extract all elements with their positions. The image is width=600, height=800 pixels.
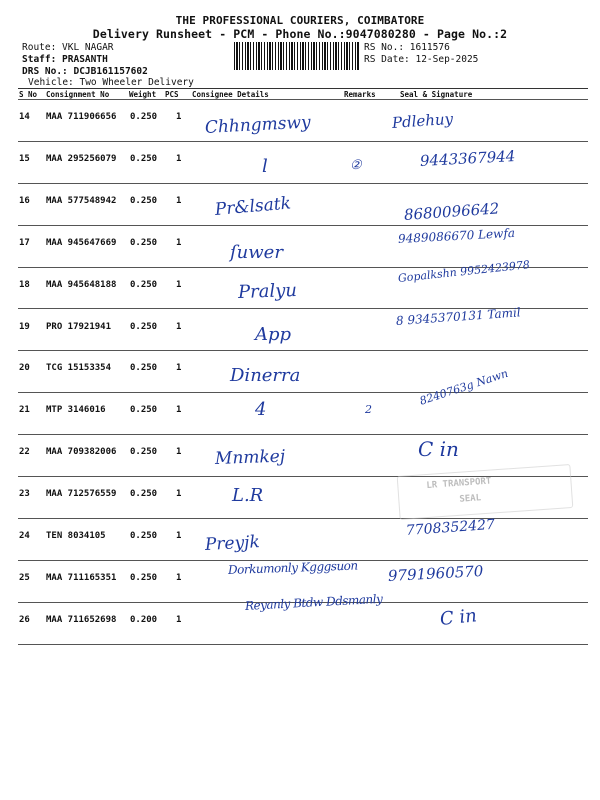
header-top-rule [18, 88, 588, 89]
signature-handwriting: 8240763g Nawn [417, 367, 510, 408]
consignment-cell: MAA 577548942 [46, 195, 117, 206]
signature-handwriting: Gopalkshn 9952423978 [397, 257, 531, 285]
consignment-cell: MAA 711906656 [46, 112, 117, 122]
table-row [18, 257, 588, 310]
weight-cell: 0.250 [130, 112, 158, 122]
pcs-cell: 1 [176, 447, 182, 458]
pcs-cell: 1 [176, 531, 182, 541]
row-divider [18, 644, 588, 645]
consignee-handwriting: Chhngmswy [204, 112, 312, 138]
staff-label: Staff: PRASANTH [22, 54, 108, 65]
weight-cell: 0.250 [130, 572, 158, 583]
consignee-handwriting: Reyanly Btdw Ddsmanly [244, 591, 383, 613]
consignment-cell: MTP 3146016 [46, 405, 106, 416]
table-row [18, 142, 588, 184]
sno-cell: 22 [19, 447, 30, 458]
pcs-cell: 1 [176, 321, 182, 332]
consignment-cell: MAA 711652698 [46, 614, 117, 625]
col-weight-header: Weight [129, 90, 157, 99]
col-sno-header: S No [19, 90, 38, 99]
consignee-handwriting: Preyjk [204, 532, 261, 555]
table-row [18, 100, 588, 142]
pcs-cell: 1 [176, 279, 182, 290]
sno-cell: 20 [19, 363, 30, 374]
sno-cell: 25 [19, 572, 30, 583]
weight-cell: 0.250 [130, 321, 158, 332]
weight-cell: 0.250 [130, 363, 158, 374]
remarks-handwriting: 2 [365, 403, 372, 417]
signature-handwriting: 8 9345370131 Tamil [395, 304, 522, 328]
sno-cell: 17 [19, 237, 30, 248]
table-row [18, 184, 588, 226]
remarks-handwriting: ② [350, 157, 362, 173]
col-consignment-header: Consignment No [46, 90, 110, 99]
signature-handwriting: Pdlehuy [391, 109, 454, 132]
table-row [18, 516, 588, 561]
consignee-handwriting: ſuwer [230, 241, 283, 263]
consignment-cell: MAA 295256079 [46, 153, 117, 164]
signature-handwriting: 9489086670 Lewfa [397, 225, 516, 246]
table-row [18, 304, 588, 352]
consignee-handwriting: App [255, 323, 292, 345]
pcs-cell: 1 [176, 405, 182, 416]
consignment-cell: TEN 8034105 [46, 531, 106, 541]
pcs-cell: 1 [176, 237, 182, 248]
consignee-handwriting: l [262, 155, 268, 177]
runsheet-subtitle: Delivery Runsheet - PCM - Phone No.:9047080280 - Page No.:2 [92, 27, 508, 41]
sno-cell: 26 [19, 614, 30, 625]
sno-cell: 18 [19, 279, 30, 290]
barcode-image [234, 42, 360, 70]
sno-cell: 16 [19, 195, 30, 206]
pcs-cell: 1 [176, 489, 182, 500]
consignment-cell: MAA 711165351 [46, 572, 117, 583]
route-label: Route: VKL NAGAR [22, 42, 114, 53]
consignment-cell: MAA 709382006 [46, 447, 117, 458]
weight-cell: 0.250 [130, 279, 158, 290]
consignment-cell: MAA 712576559 [46, 489, 117, 500]
pcs-cell: 1 [176, 363, 182, 374]
sno-cell: 21 [19, 405, 30, 416]
col-consignee-header: Consignee Details [192, 90, 269, 99]
sno-cell: 14 [19, 112, 30, 122]
weight-cell: 0.250 [130, 153, 158, 164]
weight-cell: 0.200 [130, 614, 158, 625]
rs-number: RS No.: 1611576 [364, 42, 450, 53]
table-row [18, 591, 588, 645]
sno-cell: 23 [19, 489, 30, 500]
pcs-cell: 1 [176, 614, 182, 625]
consignee-handwriting: 4 [255, 399, 267, 421]
consignee-handwriting: Dorkumonly Kgggsuon [227, 558, 358, 577]
pcs-cell: 1 [176, 195, 182, 206]
weight-cell: 0.250 [130, 489, 158, 500]
col-pcs-header: PCS [165, 90, 179, 99]
drs-label: DRS No.: DCJB161157602 [22, 66, 148, 77]
signature-handwriting: 7708352427 [405, 516, 496, 539]
weight-cell: 0.250 [130, 195, 158, 206]
weight-cell: 0.250 [130, 447, 158, 458]
signature-handwriting: C in [418, 437, 459, 462]
faded-stamp: LR TRANSPORT SEAL [397, 464, 574, 520]
col-remarks-header: Remarks [344, 90, 376, 99]
signature-handwriting: 9443367944 [419, 146, 516, 170]
sno-cell: 24 [19, 531, 30, 541]
consignment-cell: TCG 15153354 [46, 363, 112, 374]
signature-handwriting: C in [438, 605, 478, 630]
consignee-handwriting: Dinerra [230, 365, 301, 387]
consignee-handwriting: Pralyu [237, 279, 298, 303]
company-title: THE PROFESSIONAL COURIERS, COIMBATORE [175, 14, 425, 27]
weight-cell: 0.250 [130, 405, 158, 416]
signature-handwriting: 9791960570 [387, 561, 484, 585]
consignee-handwriting: L.R [232, 485, 264, 507]
consignment-cell: PRO 17921941 [46, 321, 112, 332]
col-seal-header: Seal & Signature [400, 90, 473, 99]
vehicle-label: Vehicle: Two Wheeler Delivery [28, 77, 194, 88]
weight-cell: 0.250 [130, 531, 158, 541]
rs-date: RS Date: 12-Sep-2025 [364, 54, 479, 65]
weight-cell: 0.250 [130, 237, 158, 248]
consignee-handwriting: Pr&lsatk [214, 193, 292, 220]
pcs-cell: 1 [176, 572, 182, 583]
consignment-cell: MAA 945647669 [46, 237, 117, 248]
pcs-cell: 1 [176, 153, 182, 164]
sno-cell: 19 [19, 321, 30, 332]
sno-cell: 15 [19, 153, 30, 164]
consignment-cell: MAA 945648188 [46, 279, 117, 290]
signature-handwriting: 8680096642 [403, 199, 500, 224]
consignee-handwriting: Mnmkej [214, 446, 286, 470]
pcs-cell: 1 [176, 112, 182, 122]
